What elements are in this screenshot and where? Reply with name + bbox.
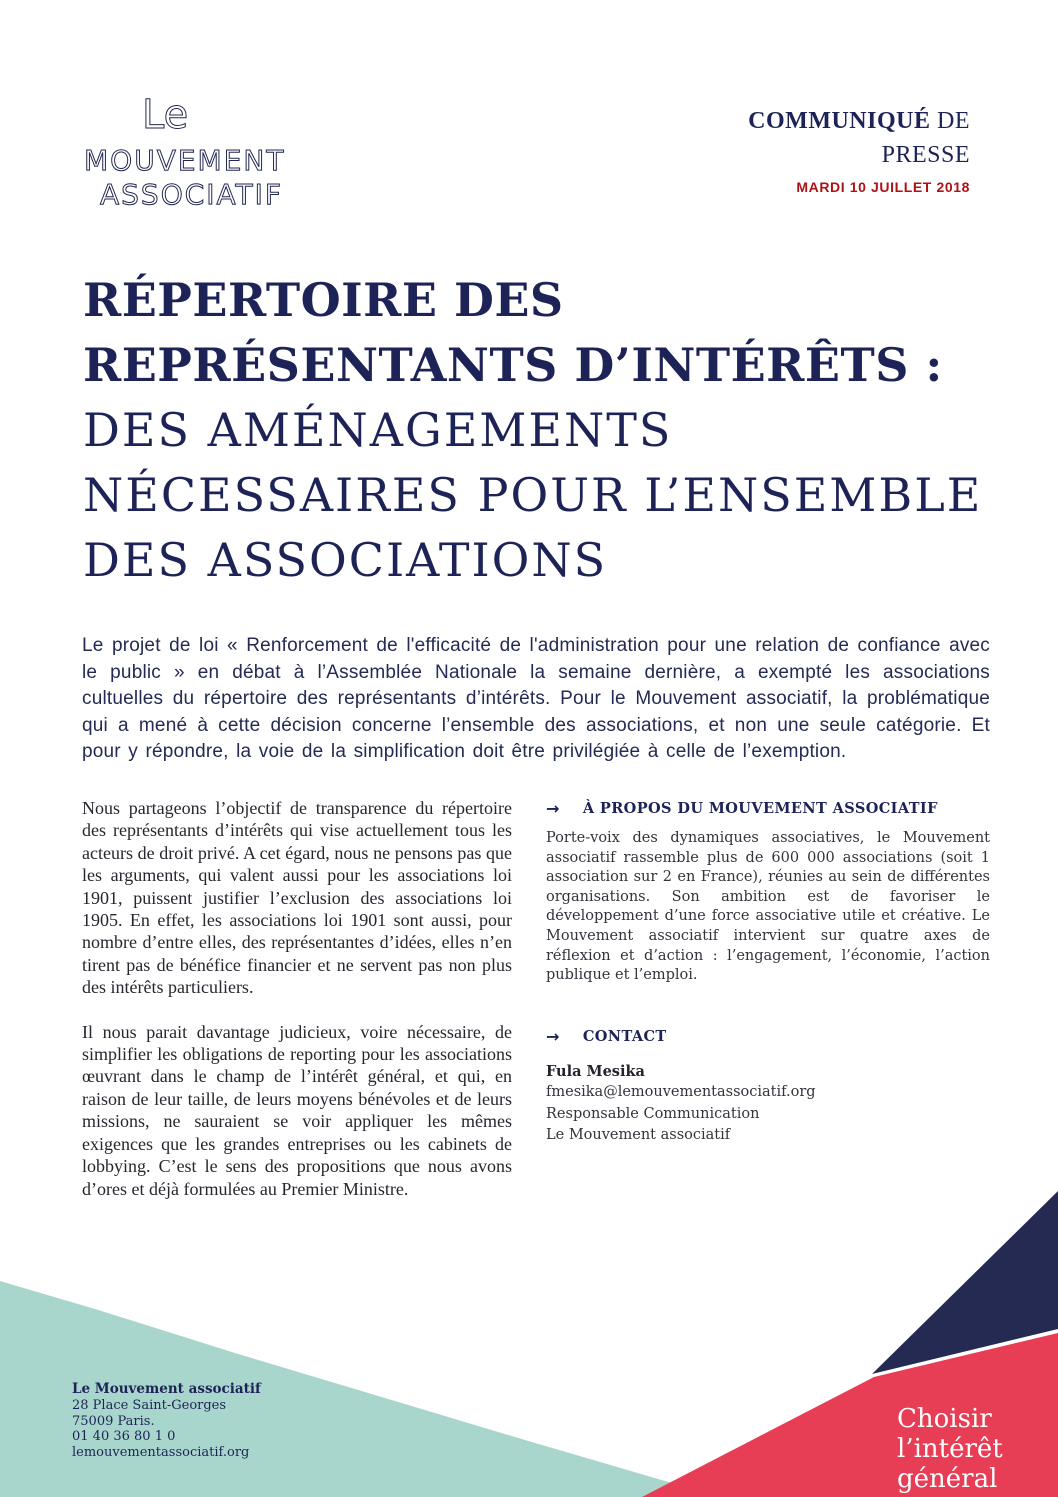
lead-paragraph: Le projet de loi « Renforcement de l'efficacité de l'administration pour une relation de confiance avec le public » en débat à l’Assemblée Nationale la semaine dernière, a exempté les associations cultuelles du répertoire des représentants d’intérêts. Pour le Mouvement associatif, la problématique qui a mené à cette décision concerne l’ensemble des associations, et non une seule catégorie. Et pour y répondre, la voie de la simplification doit être privilégiée à celle de l’exemption. <box>82 635 990 762</box>
footer-phone: 01 40 36 80 1 0 <box>72 1429 176 1445</box>
title-line-4: NÉCESSAIRES POUR L’ENSEMBLE <box>83 468 983 522</box>
title-line-2: REPRÉSENTANTS D’INTÉRÊTS : <box>83 338 943 392</box>
tagline <box>897 1404 1003 1494</box>
footer-address-line1: 28 Place Saint-Georges <box>72 1397 227 1413</box>
footer-org-name: Le Mouvement associatif <box>72 1381 261 1397</box>
document-title <box>83 268 982 593</box>
about-heading-label: À PROPOS DU MOUVEMENT ASSOCIATIF <box>582 800 938 817</box>
about-paragraph: Porte-voix des dynamiques associatives, le Mouvement associatif rassemble plus de 600 000 associations (soit 1 association sur 2 en France), réunies au sein de différentes organisations. Son ambition est de favoriser le développement d’une force associative utile et créative. Le Mouvement associatif intervient sur quatre axes de réflexion et d’action : l’engagement, l’économie, l’action publique et l’emploi. <box>546 830 990 984</box>
tagline-line3: général <box>897 1464 998 1494</box>
kicker-rest: DE <box>930 108 970 134</box>
tagline-line1: Choisir <box>897 1404 992 1434</box>
contact-role: Responsable Communication <box>546 1105 760 1122</box>
logo-text-mouvement: MOUVEMENT <box>84 144 286 177</box>
contact-heading-label: CONTACT <box>582 1027 667 1045</box>
contact-name: Fula Mesika <box>546 1062 645 1080</box>
contact-org: Le Mouvement associatif <box>546 1127 731 1144</box>
logo-text-associatif: ASSOCIATIF <box>100 178 283 211</box>
about-section-heading <box>546 800 990 818</box>
masthead <box>748 104 970 195</box>
body-column-right <box>546 800 990 1147</box>
contact-section-heading <box>546 1028 990 1046</box>
tagline-line2: l’intérêt <box>897 1434 1003 1464</box>
body-paragraph-2: Il nous parait davantage judicieux, voire nécessaire, de simplifier les obligations de reporting pour les associations œuvrant dans le champ de l’intérêt général, et qui, en raison de leur taille, de leurs moyens bénévoles et de leurs missions, ne sauraient se voir appliquer les mêmes exigences que les grandes entreprises ou les cabinets de lobbying. C’est le sens des propositions que nous avons d’ores et déjà formulées au Premier Ministre. <box>82 1021 512 1199</box>
title-line-1: RÉPERTOIRE DES <box>83 273 564 327</box>
contact-email-link[interactable]: fmesika@lemouvementassociatif.org <box>546 1084 816 1101</box>
title-line-3: DES AMÉNAGEMENTS <box>83 403 673 457</box>
press-release-date: MARDI 10 JUILLET 2018 <box>796 179 970 195</box>
contact-block <box>546 1061 990 1147</box>
body-paragraph-1: Nous partageons l’objectif de transparence du répertoire des représentants d’intérêts qui vise actuellement tous les acteurs de droit privé. A cet égard, nous ne pensons pas que les arguments, qui valent aussi pour les associations loi 1901, puissent justifier l’exclusion des associations loi 1905. En effet, les associations loi 1901 sont aussi, pour nombre d’entre elles, des représentantes d’idées, elles n’en tirent pas de bénéfice financier et ne servent pas non plus des intérêts particuliers. <box>82 798 512 998</box>
mouvement-associatif-logo <box>80 88 336 224</box>
footer-website-link[interactable]: lemouvementassociatif.org <box>72 1445 250 1461</box>
arrow-right-icon: → <box>546 1026 560 1046</box>
press-release-kicker-line2: PRESSE <box>881 142 970 168</box>
footer-address-line2: 75009 Paris. <box>72 1413 155 1429</box>
press-release-kicker <box>748 104 970 138</box>
body-column-left <box>82 797 512 1200</box>
title-line-5: DES ASSOCIATIONS <box>83 533 608 587</box>
kicker-bold: COMMUNIQUÉ <box>748 108 931 134</box>
logo-text-le: Le <box>142 92 189 138</box>
footer-address-block <box>72 1382 261 1461</box>
arrow-right-icon: → <box>546 799 560 818</box>
